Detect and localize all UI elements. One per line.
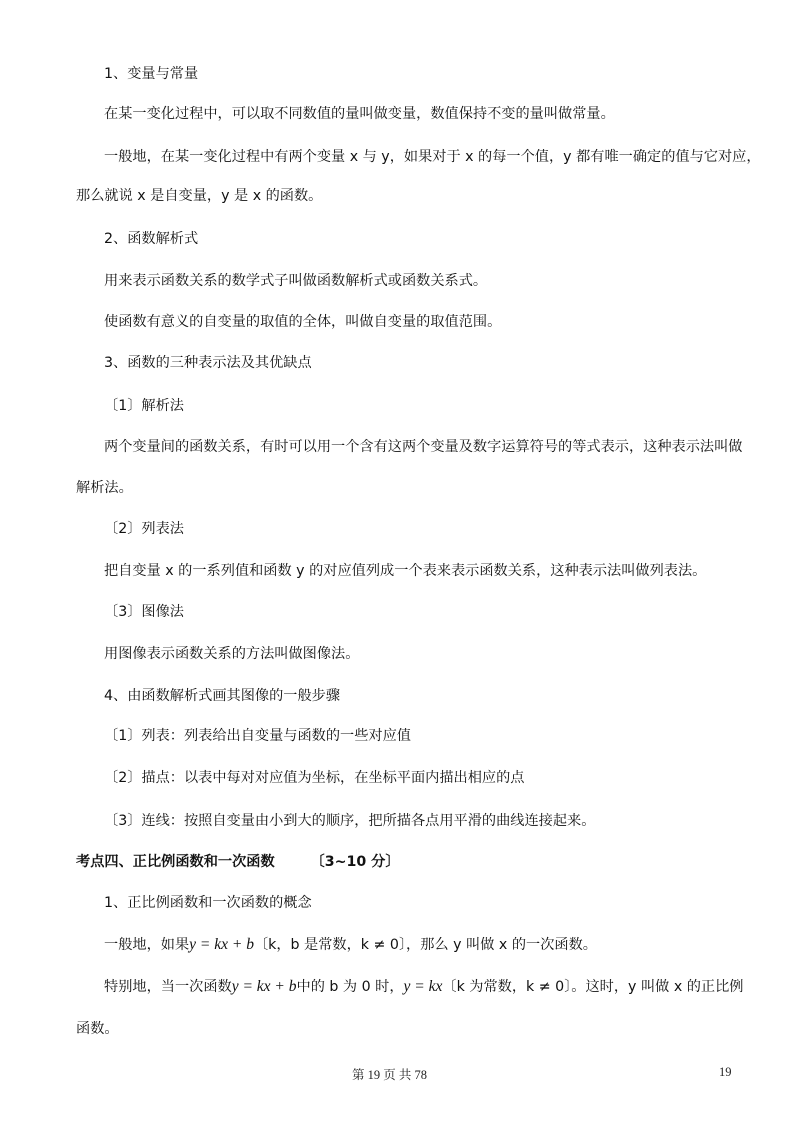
paragraph: 两个变量间的函数关系，有时可以用一个含有这两个变量及数字运算符号的等式表示，这种表示法叫做 [104, 439, 743, 455]
text: 特别地，当一次函数 [104, 979, 232, 995]
page-footer-info: 第 19 页 共 78 [352, 1068, 428, 1082]
paragraph: 用图像表示函数关系的方法叫做图像法。 [104, 646, 360, 662]
paragraph-continuation: 那么就说 x 是自变量，y 是 x 的函数。 [76, 188, 323, 204]
paragraph [104, 935, 597, 955]
section-1-title: 1、变量与常量 [104, 66, 199, 82]
paragraph: 一般地，在某一变化过程中有两个变量 x 与 y，如果对于 x 的每一个值，y 都有唯一确定的值与它对应， [104, 149, 761, 165]
key-point-title: 考点四、正比例函数和一次函数 [76, 854, 275, 870]
key-point-score: 〔3~10 分〕 [310, 854, 400, 870]
subsection-title: 〔3〕图像法 [104, 604, 184, 620]
paragraph-continuation: 函数。 [76, 1021, 119, 1037]
paragraph [104, 977, 744, 997]
paragraph: 用来表示函数关系的数学式子叫做函数解析式或函数关系式。 [104, 273, 488, 289]
subsection-title: 〔2〕列表法 [104, 521, 184, 537]
paragraph: 使函数有意义的自变量的取值的全体，叫做自变量的取值范围。 [104, 314, 502, 330]
paragraph-continuation: 解析法。 [76, 480, 133, 496]
section-4-title: 4、由函数解析式画其图像的一般步骤 [104, 688, 341, 704]
math-expression: y = kx [403, 978, 443, 995]
subsection-title: 1、正比例函数和一次函数的概念 [104, 895, 312, 911]
paragraph: 在某一变化过程中，可以取不同数值的量叫做变量，数值保持不变的量叫做常量。 [104, 106, 615, 122]
section-2-title: 2、函数解析式 [104, 231, 199, 247]
math-expression: y = kx + b [189, 936, 254, 953]
step-item: 〔2〕描点：以表中每对对应值为坐标，在坐标平面内描出相应的点 [104, 770, 525, 786]
section-3-title: 3、函数的三种表示法及其优缺点 [104, 355, 312, 371]
step-item: 〔3〕连线：按照自变量由小到大的顺序，把所描各点用平滑的曲线连接起来。 [104, 813, 596, 829]
text: 中的 b 为 0 时， [296, 979, 404, 995]
subsection-title: 〔1〕解析法 [104, 398, 184, 414]
text: 〔k，b 是常数，k ≠ 0〕，那么 y 叫做 x 的一次函数。 [253, 937, 597, 953]
math-expression: y = kx + b [231, 978, 297, 995]
page-number: 19 [719, 1065, 732, 1079]
text: 〔k 为常数，k ≠ 0〕。这时，y 叫做 x 的正比例 [442, 979, 744, 995]
key-point-heading [76, 852, 400, 872]
paragraph: 把自变量 x 的一系列值和函数 y 的对应值列成一个表来表示函数关系，这种表示法叫做列表法。 [104, 563, 707, 579]
text: 一般地，如果 [104, 937, 190, 953]
step-item: 〔1〕列表：列表给出自变量与函数的一些对应值 [104, 728, 411, 744]
